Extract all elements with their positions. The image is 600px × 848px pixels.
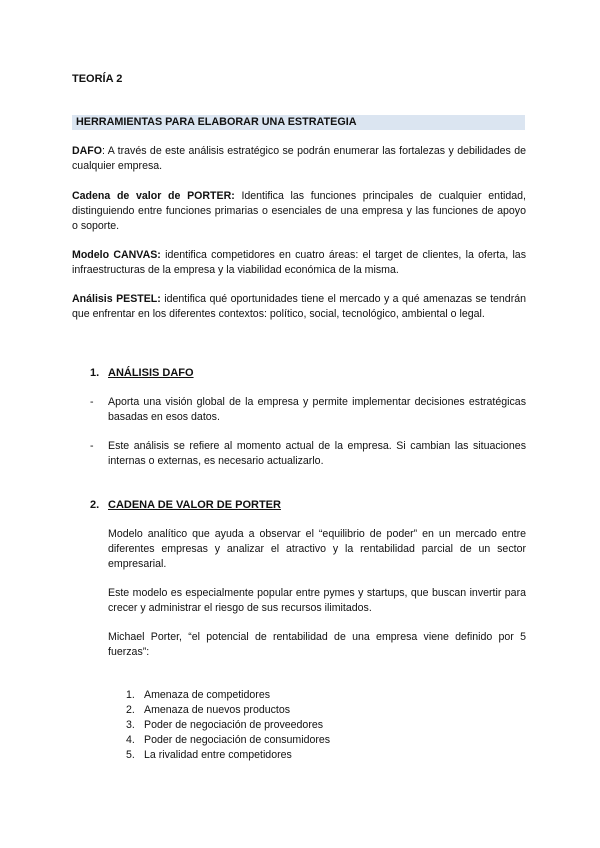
page-title: TEORÍA 2 <box>72 73 123 85</box>
intro-term: DAFO <box>72 145 103 157</box>
list-item: Poder de negociación de consumidores <box>144 734 331 746</box>
list-number: 4. <box>126 734 135 746</box>
intro-dafo <box>72 144 526 174</box>
intro-text: identifica qué oportunidades tiene el mercado y a qué amenazas se tendrán que enfrentar en los diferentes contextos: político, social, tecnológico, ambiental o legal. <box>72 293 527 320</box>
intro-term: Cadena de valor de PORTER: <box>72 190 235 202</box>
list-number: 3. <box>126 719 135 731</box>
bullet-text: Aporta una visión global de la empresa y permite implementar decisiones estratégicas basadas en esos datos. <box>108 396 526 423</box>
section2-paragraph: Michael Porter, “el potencial de rentabilidad de una empresa viene definido por 5 fuerzas”: <box>108 631 526 658</box>
list-number: 5. <box>126 749 135 761</box>
list-item: Amenaza de nuevos productos <box>144 704 291 716</box>
intro-porter <box>72 189 526 234</box>
bullet-text: Este análisis se refiere al momento actual de la empresa. Si cambian las situaciones internas o externas, es necesario actualizarlo. <box>108 440 526 467</box>
list-item: La rivalidad entre competidores <box>144 749 292 761</box>
list-item: Amenaza de competidores <box>144 689 271 701</box>
section-number: 2. <box>90 499 100 511</box>
section-heading-text: ANÁLISIS DAFO <box>108 367 194 379</box>
section-band-title: HERRAMIENTAS PARA ELABORAR UNA ESTRATEGIA <box>76 116 357 128</box>
intro-sep: : <box>102 145 105 157</box>
section-heading-text: CADENA DE VALOR DE PORTER <box>108 499 281 511</box>
list-item: Poder de negociación de proveedores <box>144 719 324 731</box>
intro-text: Identifica las funciones principales de cualquier entidad, distinguiendo entre funciones primarias o esenciales de una empresa y las funciones de apoyo o soporte. <box>72 190 526 232</box>
intro-text: A través de este análisis estratégico se podrán enumerar las fortalezas y debilidades de cualquier empresa. <box>72 145 526 172</box>
section2-heading <box>90 498 281 513</box>
bullet-marker: - <box>90 396 94 408</box>
intro-term: Modelo CANVAS: <box>72 249 161 261</box>
intro-canvas <box>72 248 526 278</box>
list-number: 2. <box>126 704 135 716</box>
intro-text: identifica competidores en cuatro áreas: el target de clientes, la oferta, las infraestructuras de la empresa y la viabilidad económica de la misma. <box>72 249 526 276</box>
section2-paragraph: Este modelo es especialmente popular entre pymes y startups, que buscan invertir para crecer y administrar el riesgo de sus recursos ilimitados. <box>108 587 526 614</box>
bullet-marker: - <box>90 440 94 452</box>
intro-term: Análisis PESTEL: <box>72 293 161 305</box>
section-number: 1. <box>90 367 100 379</box>
section2-paragraph: Modelo analítico que ayuda a observar el “equilibrio de poder” en un mercado entre diferentes empresas y analizar el atractivo y la rentabilidad parcial de un sector empresarial. <box>108 528 526 570</box>
list-number: 1. <box>126 689 135 701</box>
section1-heading <box>90 366 194 381</box>
intro-pestel <box>72 292 526 322</box>
